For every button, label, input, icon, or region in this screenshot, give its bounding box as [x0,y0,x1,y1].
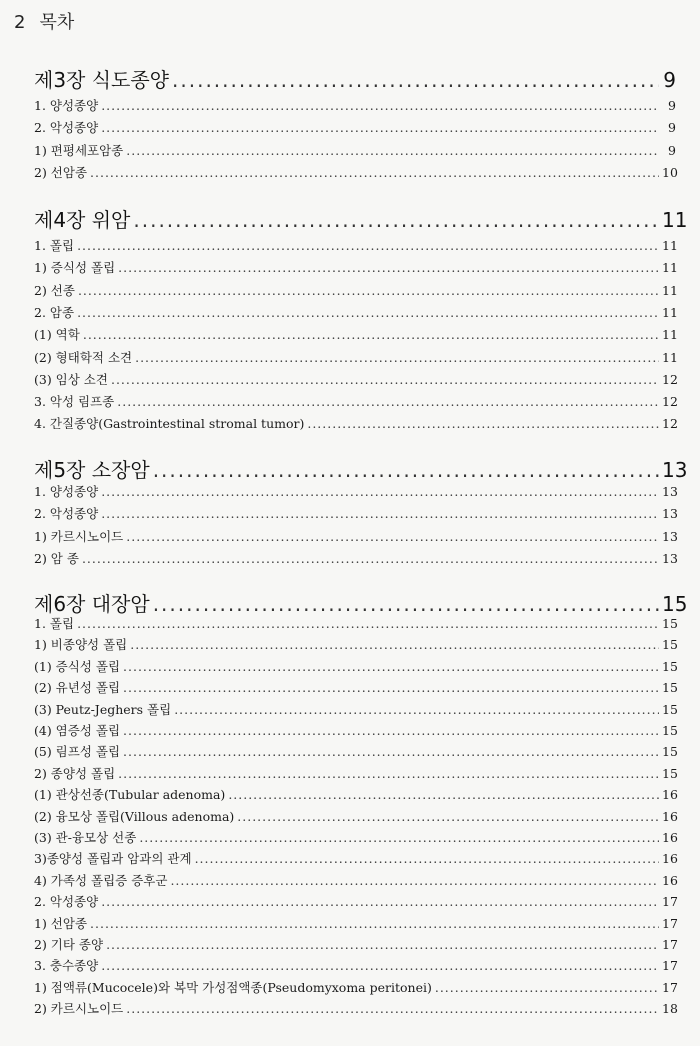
toc-entry [34,700,676,718]
entry-page-number: 15 [662,701,678,717]
entry-page-number: 17 [662,958,678,974]
toc-entry [34,956,676,974]
entry-title: 3)종양성 폴립과 암과의 관계 [34,851,192,867]
toc-entry [34,281,676,299]
entry-page-number: 10 [662,164,678,180]
toc-entry [34,635,676,653]
leader-dots [126,1001,659,1016]
toc-entry [34,828,676,846]
entry-title: 1) 비종양성 폴립 [34,637,128,653]
entry-page-number: 17 [662,937,678,952]
entry-page-number: 16 [662,808,678,824]
entry-page-number: 12 [662,371,678,387]
leader-dots [77,616,659,631]
toc-entry [34,96,676,114]
chapter-title: 제5장 소장암 [34,458,150,482]
chapter-page-number: 13 [662,458,688,482]
toc-entry [34,163,676,181]
entry-page-number: 15 [662,680,678,696]
leader-dots [101,98,659,113]
entry-title: 1. 양성종양 [34,98,99,113]
entry-title: 2. 암종 [34,304,75,320]
leader-dots [307,416,659,431]
chapter-heading [34,204,688,233]
entry-title: 2. 악성종양 [34,894,99,910]
entry-title: 1) 증식성 폴립 [34,260,116,276]
toc-entry [34,482,676,500]
entry-title: 1) 점액류(Mucocele)와 복막 가성점액종(Pseudomyxoma peritonei) [34,979,432,995]
chapter-heading [34,588,688,617]
entry-page-number: 12 [662,394,678,410]
leader-dots [170,873,659,888]
toc-entry [34,721,676,739]
entry-title: 1) 편평세포암종 [34,142,124,158]
entry-title: 2) 종양성 폴립 [34,765,116,781]
entry-title: (5) 림프성 폴립 [34,744,121,760]
entry-title: (1) 증식성 폴립 [34,658,121,674]
leader-dots [435,980,659,995]
entry-page-number: 12 [662,416,678,432]
toc-entry [34,504,676,522]
entry-page-number: 11 [662,238,678,253]
entry-title: 2. 악성종양 [34,506,99,522]
entry-page-number: 15 [662,658,678,674]
toc-entry [34,657,676,675]
toc-entry [34,549,676,567]
toc-entry [34,871,676,889]
leader-dots [228,787,659,802]
toc-entry [34,303,676,321]
leader-dots [106,937,659,952]
entry-title: 3. 충수종양 [34,958,99,974]
leader-dots [117,394,659,409]
leader-dots [83,327,659,342]
leader-dots [123,659,659,674]
leader-dots [77,238,659,253]
entry-title: 4. 간질종양(Gastrointestinal stromal tumor) [34,416,305,432]
entry-title: (2) 형태학적 소견 [34,349,133,365]
header-title: 목차 [39,12,75,33]
entry-title: (3) 임상 소견 [34,371,108,387]
toc-entry [34,370,676,388]
toc-entry [34,527,676,545]
toc-entry [34,978,676,996]
chapter-title: 제3장 식도종양 [34,68,170,92]
entry-title: 1. 폴립 [34,616,75,631]
leader-dots [118,260,659,275]
entry-page-number: 13 [662,506,678,522]
toc-entry [34,999,676,1017]
toc-entry [34,141,676,159]
toc-entry [34,414,676,432]
leader-dots [90,916,659,931]
entry-title: (1) 역학 [34,327,80,343]
entry-title: 2) 기타 종양 [34,937,104,952]
leader-dots [82,551,659,566]
toc-entry [34,935,676,953]
leader-dots [139,830,659,845]
leader-dots [123,744,659,759]
leader-dots [101,894,659,909]
toc-entry [34,236,676,254]
entry-title: 2. 악성종양 [34,120,99,136]
entry-page-number: 13 [662,484,678,499]
entry-page-number: 11 [662,260,678,276]
toc-entry [34,742,676,760]
leader-dots [123,680,659,695]
toc-entry [34,258,676,276]
page-number: 2 [14,12,26,33]
leader-dots [123,723,659,738]
entry-title: (2) 융모상 폴립(Villous adenoma) [34,808,235,824]
chapter-title: 제4장 위암 [34,208,131,232]
toc-entry [34,325,676,343]
toc-entry [34,118,676,136]
toc-entry [34,892,676,910]
entry-page-number: 13 [662,528,678,544]
entry-title: 2) 카르시노이드 [34,1001,124,1017]
entry-page-number: 13 [662,550,678,566]
leader-dots [126,143,659,158]
entry-page-number: 11 [662,327,678,343]
entry-page-number: 9 [668,98,676,113]
leader-dots [126,529,659,544]
entry-page-number: 17 [662,915,678,931]
leader-dots [78,283,659,298]
leader-dots [118,766,659,781]
toc-entry [34,764,676,782]
entry-page-number: 17 [662,894,678,910]
toc-entry [34,849,676,867]
chapter-heading [34,64,676,93]
entry-page-number: 11 [662,349,678,365]
entry-title: (4) 염증성 폴립 [34,723,121,738]
leader-dots [195,851,659,866]
chapter-page-number: 9 [663,68,676,92]
chapter-page-number: 11 [662,208,688,232]
entry-page-number: 17 [662,979,678,995]
leader-dots [153,458,659,482]
toc-entry [34,914,676,932]
leader-dots [101,484,659,499]
leader-dots [135,350,659,365]
entry-page-number: 15 [662,744,678,760]
toc-entry [34,678,676,696]
entry-title: 2) 암 종 [34,550,79,566]
leader-dots [174,702,659,717]
leader-dots [237,809,659,824]
entry-title: 1. 폴립 [34,238,75,253]
entry-page-number: 15 [662,723,678,738]
leader-dots [172,68,659,92]
leader-dots [101,120,659,135]
entry-page-number: 16 [662,787,678,803]
leader-dots [101,506,659,521]
entry-title: 1) 카르시노이드 [34,528,124,544]
entry-page-number: 11 [662,304,678,320]
entry-title: 1. 양성종양 [34,484,99,499]
entry-page-number: 9 [668,120,676,136]
entry-title: (1) 관상선종(Tubular adenoma) [34,787,226,803]
entry-page-number: 16 [662,830,678,845]
leader-dots [101,958,659,973]
leader-dots [90,165,659,180]
entry-title: (2) 유년성 폴립 [34,680,121,696]
leader-dots [133,208,659,232]
leader-dots [130,637,659,652]
toc-entry [34,392,676,410]
toc-entry [34,785,676,803]
entry-page-number: 15 [662,637,678,653]
entry-page-number: 11 [662,282,678,298]
entry-title: 3. 악성 림프종 [34,394,115,410]
entry-title: 2) 선암종 [34,164,88,180]
entry-page-number: 16 [662,872,678,888]
toc-entry [34,807,676,825]
entry-page-number: 18 [662,1001,678,1017]
leader-dots [111,372,659,387]
entry-page-number: 15 [662,616,678,631]
chapter-page-number: 15 [662,592,688,616]
entry-page-number: 15 [662,765,678,781]
leader-dots [153,592,659,616]
entry-title: 2) 선종 [34,282,75,298]
chapter-heading [34,454,688,483]
entry-title: (3) 관-융모상 선종 [34,830,137,845]
entry-title: 4) 가족성 폴립증 증후군 [34,872,168,888]
toc-entry [34,614,676,632]
entry-page-number: 16 [662,851,678,867]
entry-title: (3) Peutz-Jeghers 폴립 [34,701,172,717]
entry-title: 1) 선암종 [34,915,88,931]
chapter-title: 제6장 대장암 [34,592,150,616]
toc-entry [34,348,676,366]
page-header [14,8,74,34]
leader-dots [77,305,659,320]
entry-page-number: 9 [668,142,676,158]
